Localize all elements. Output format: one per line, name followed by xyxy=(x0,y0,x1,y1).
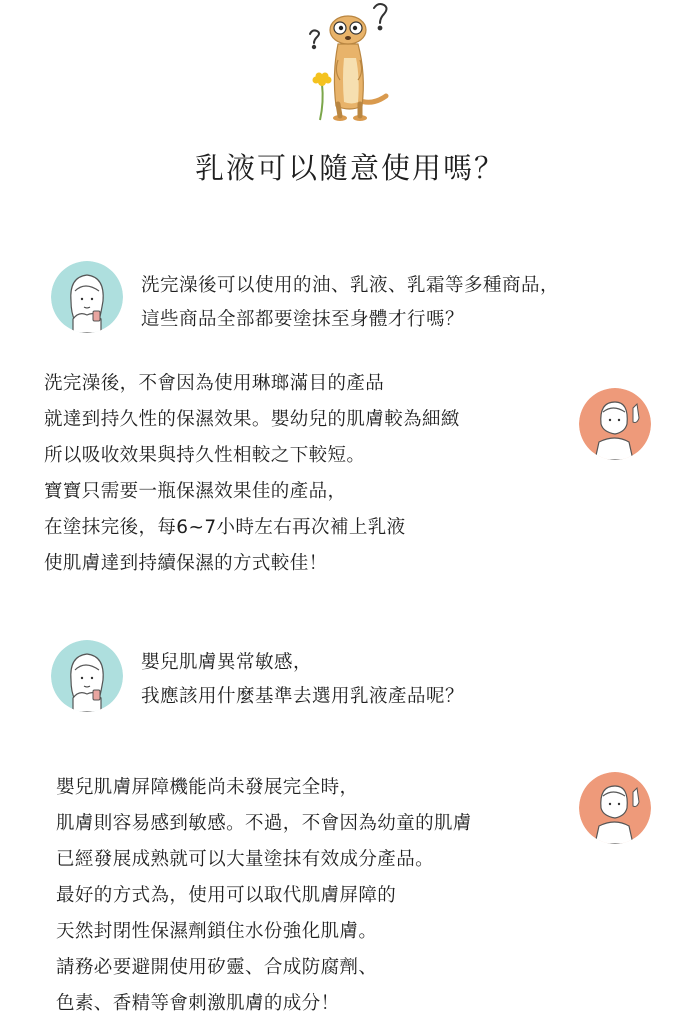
question-line: 洗完澡後可以使用的油、乳液、乳霜等多種商品， xyxy=(141,275,560,296)
mom-avatar-icon xyxy=(51,261,123,333)
answer-1 xyxy=(44,366,460,582)
mom-avatar-icon xyxy=(51,640,123,712)
question-line: 這些商品全部都要塗抹至身體才行嗎？ xyxy=(141,309,465,330)
question-line: 嬰兒肌膚異常敏感， xyxy=(141,652,313,673)
answer-line: 洗完澡後，不會因為使用琳瑯滿目的產品 xyxy=(44,373,385,394)
answer-line: 嬰兒肌膚屏障機能尚未發展完全時， xyxy=(56,777,359,798)
answer-line: 最好的方式為，使用可以取代肌膚屏障的 xyxy=(56,885,397,906)
answer-line: 寶寶只需要一瓶保濕效果佳的產品， xyxy=(44,481,347,502)
answer-line: 請務必要避開使用矽靈、合成防腐劑、 xyxy=(56,957,378,978)
answer-line: 肌膚則容易感到敏感。不過，不會因為幼童的肌膚 xyxy=(56,813,472,834)
question-1 xyxy=(141,269,559,337)
answer-line: 天然封閉性保濕劑鎖住水份強化肌膚。 xyxy=(56,921,378,942)
question-2 xyxy=(141,646,464,714)
page-title: 乳液可以隨意使用嗎？ xyxy=(194,151,505,185)
question-line: 我應該用什麼基準去選用乳液產品呢？ xyxy=(141,686,465,707)
expert-avatar-icon xyxy=(579,772,651,844)
answer-line: 就達到持久性的保濕效果。嬰幼兒的肌膚較為細緻 xyxy=(44,409,460,430)
meerkat-mascot-icon xyxy=(300,0,400,128)
expert-avatar-icon xyxy=(579,388,651,460)
answer-line: 使肌膚達到持續保濕的方式較佳！ xyxy=(44,553,328,574)
answer-line: 已經發展成熟就可以大量塗抹有效成分產品。 xyxy=(56,849,435,870)
answer-line: 所以吸收效果與持久性相較之下較短。 xyxy=(44,445,366,466)
flower-icon xyxy=(313,73,332,121)
answer-2 xyxy=(56,770,472,1022)
answer-line: 色素、香精等會刺激肌膚的成分！ xyxy=(56,993,340,1014)
answer-line: 在塗抹完後，每6~7小時左右再次補上乳液 xyxy=(44,517,406,538)
